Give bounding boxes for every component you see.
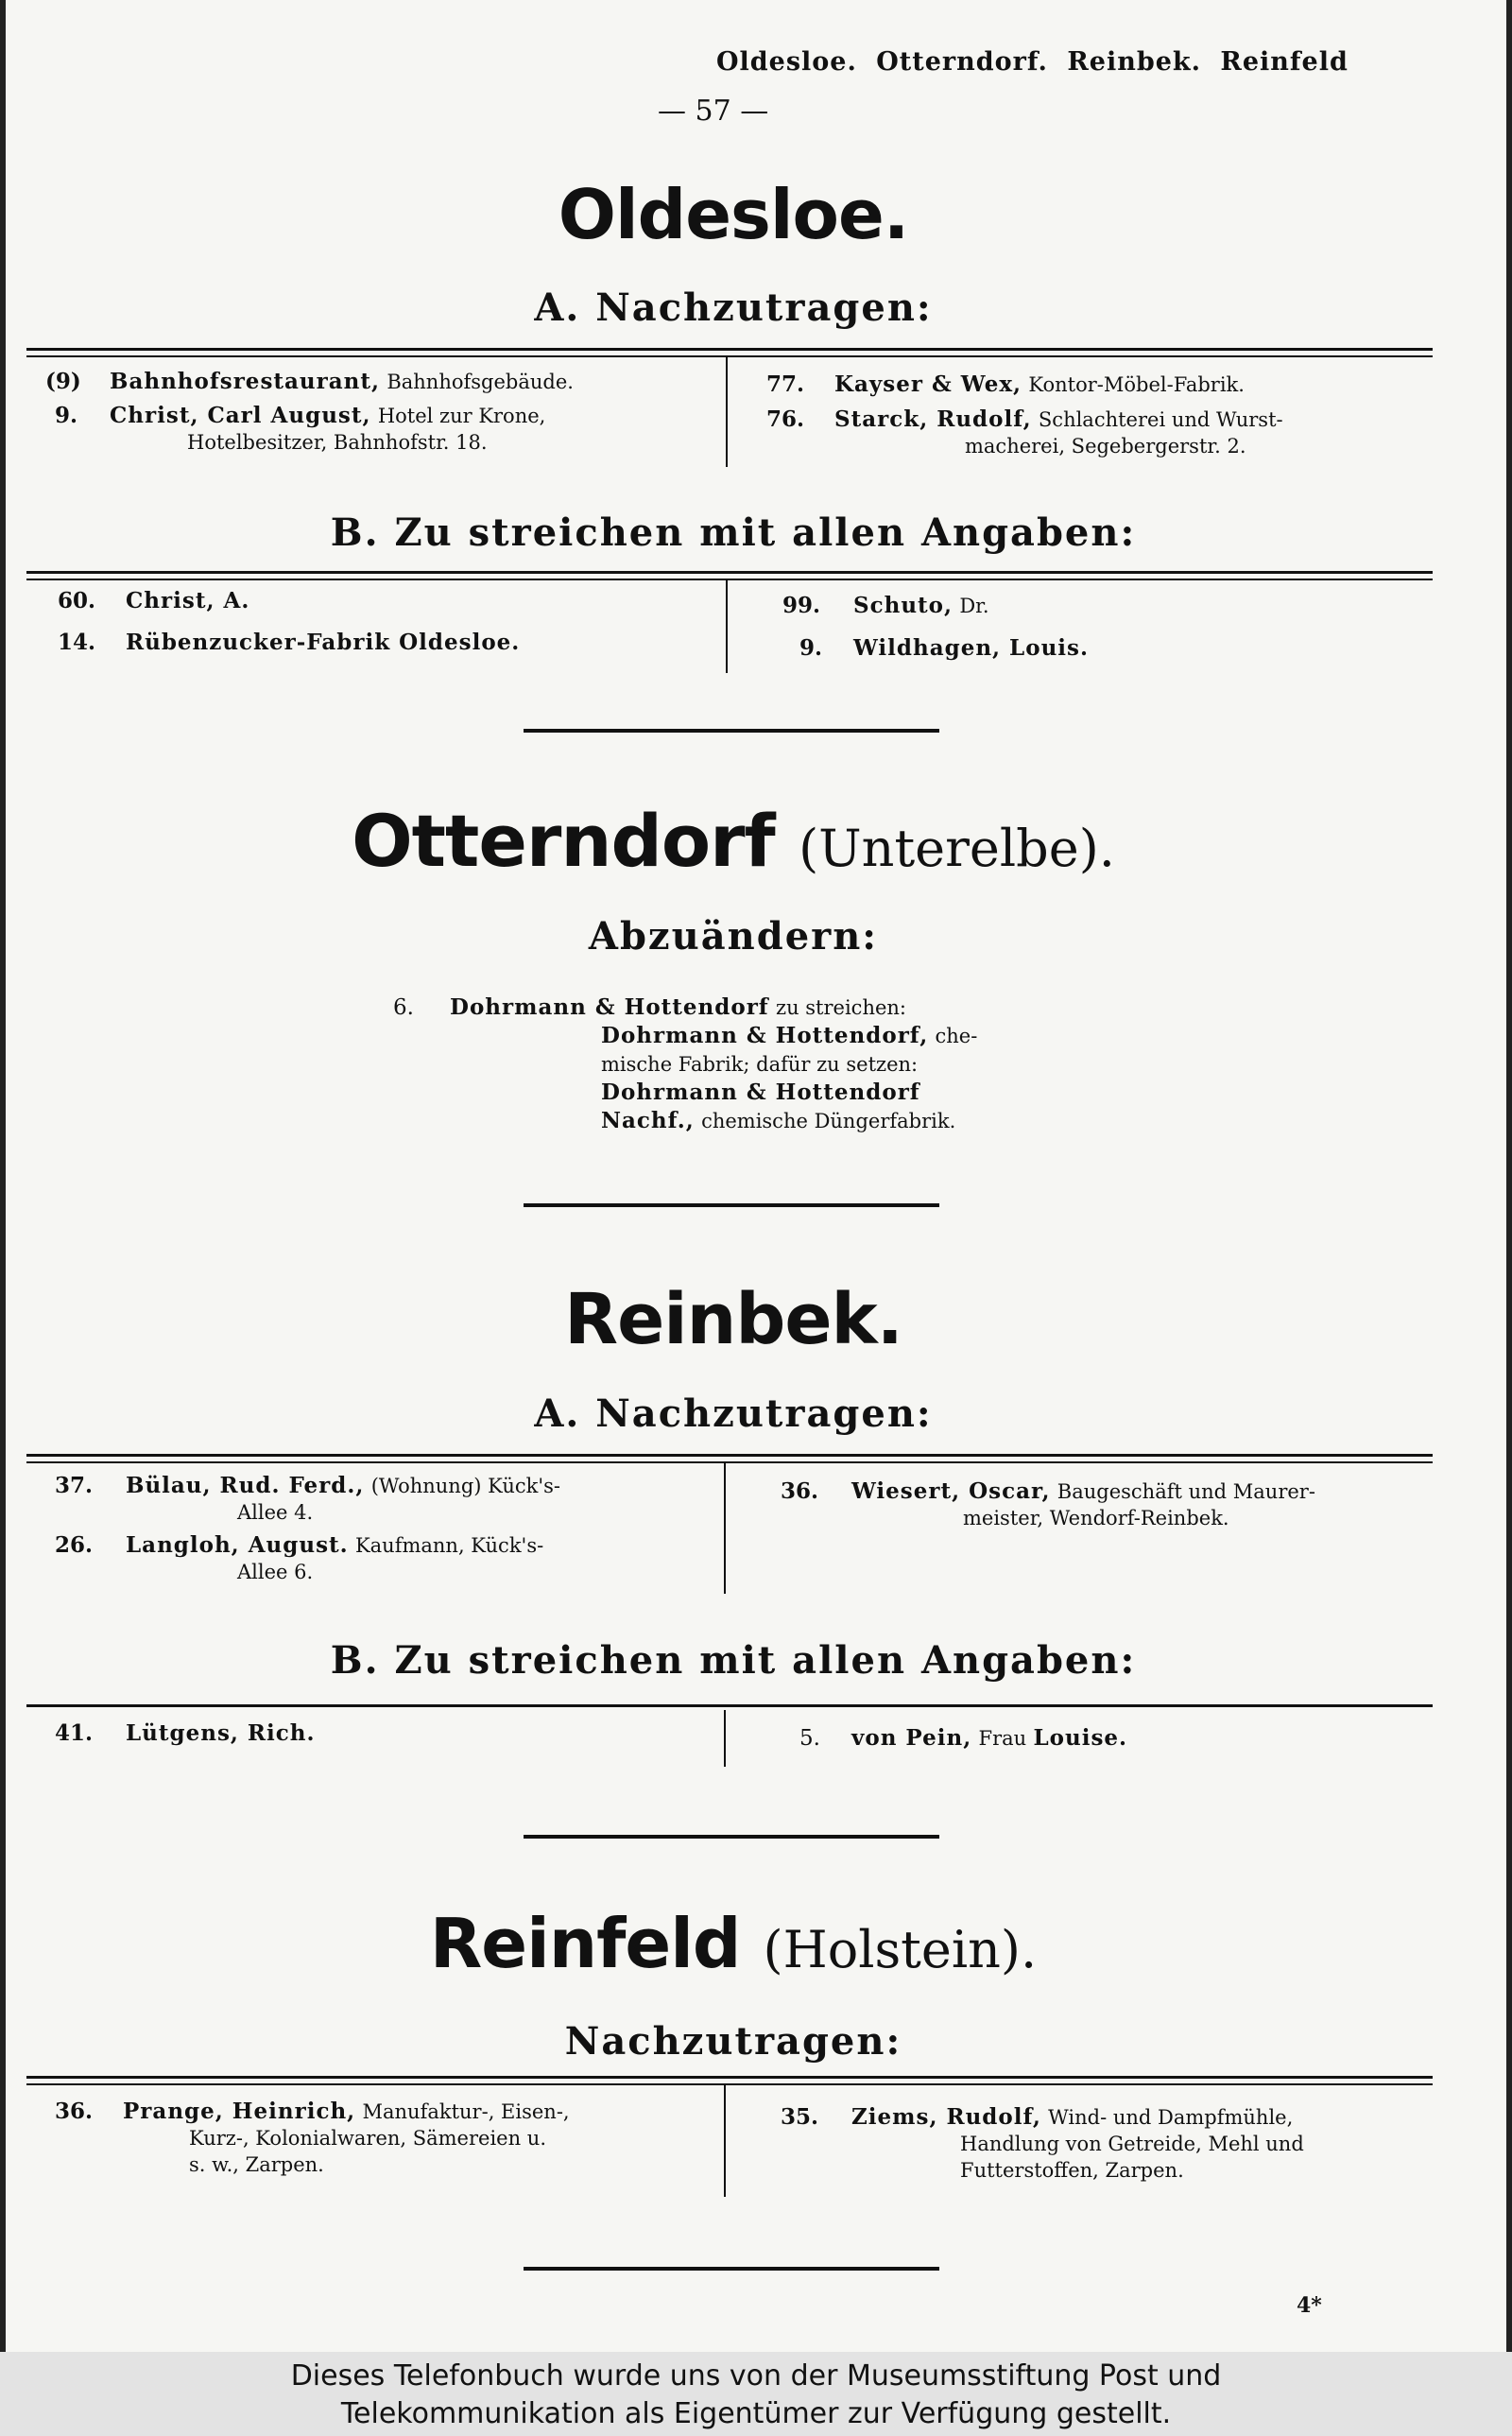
entry-details-cont: macherei, Segebergerstr. 2. <box>965 435 1246 458</box>
reinfeld-subtitle: (Holstein). <box>763 1920 1038 1979</box>
entry-name: Christ, A. <box>126 588 250 613</box>
entry-line-1 <box>450 993 1074 1022</box>
entry-number: 6. <box>393 995 414 1020</box>
oldesloe-b-rule <box>26 571 1433 574</box>
entry-details-cont-2: Futterstoffen, Zarpen. <box>960 2159 1184 2182</box>
oldesloe-a-heading: A. Nachzutragen: <box>534 285 933 330</box>
entry-number: 36. <box>55 2099 94 2124</box>
entry-line-4 <box>450 1079 1074 1107</box>
entry-number: 37. <box>55 1473 94 1498</box>
oldesloe-title: Oldesloe. <box>558 175 909 254</box>
entry-note: zu streichen: <box>776 996 906 1019</box>
oldesloe-b-column-divider <box>726 579 728 673</box>
entry-details-cont-1: Kurz-, Kolonialwaren, Sämereien u. <box>189 2127 546 2150</box>
section-separator <box>524 2267 939 2271</box>
entry-number: 26. <box>55 1532 94 1558</box>
reinbek-b-heading: B. Zu streichen mit allen Angaben: <box>330 1638 1137 1683</box>
entry-name: Wildhagen, Louis. <box>853 635 1089 661</box>
entry-details-cont-1: Handlung von Getreide, Mehl und <box>960 2133 1304 2155</box>
entry-note: che- <box>935 1025 978 1047</box>
entry-line-5 <box>450 1107 1074 1135</box>
oldesloe-a-rule <box>26 348 1433 351</box>
entry-name: Bülau, Rud. Ferd., <box>126 1473 365 1498</box>
entry-name: von Pein, <box>851 1725 972 1751</box>
entry-name: Nachf., <box>601 1108 695 1133</box>
entry-line-2 <box>450 1022 1074 1050</box>
reinbek-title: Reinbek. <box>564 1279 902 1360</box>
reinbek-b-rule <box>26 1704 1433 1707</box>
reinfeld-column-divider <box>724 2083 726 2197</box>
otterndorf-name: Otterndorf <box>352 799 775 883</box>
reinbek-a-heading: A. Nachzutragen: <box>534 1391 933 1436</box>
entry-name: Lütgens, Rich. <box>126 1720 316 1746</box>
reinfeld-rule <box>26 2076 1433 2079</box>
entry-number: 5. <box>799 1726 820 1751</box>
entry-details-cont: Allee 6. <box>237 1561 314 1583</box>
entry-details: Kaufmann, Kück's- <box>354 1534 544 1557</box>
entry-number: 41. <box>55 1720 94 1746</box>
footer-banner <box>0 2352 1512 2436</box>
running-head: Oldesloe. Otterndorf. Reinbek. Reinfeld <box>716 47 1349 77</box>
reinbek-a-rule <box>26 1454 1433 1457</box>
entry-name: Wiesert, Oscar, <box>851 1478 1051 1504</box>
entry-number: 14. <box>58 630 96 655</box>
oldesloe-b-heading: B. Zu streichen mit allen Angaben: <box>330 510 1137 555</box>
entry-details: Manufaktur-, Eisen-, <box>362 2100 570 2123</box>
entry-details: Frau <box>978 1727 1027 1750</box>
page-number: — 57 — <box>658 95 769 128</box>
entry-details-cont: Hotelbesitzer, Bahnhofstr. 18. <box>187 431 488 454</box>
entry-number: 99. <box>782 593 821 618</box>
entry-details: Dr. <box>959 595 989 617</box>
entry-details: Baugeschäft und Maurer- <box>1057 1480 1315 1503</box>
entry-details-cont-2: s. w., Zarpen. <box>189 2153 324 2176</box>
otterndorf-title <box>6 799 1461 883</box>
entry-name: Dohrmann & Hottendorf <box>450 994 769 1020</box>
oldesloe-a-column-divider <box>726 355 728 467</box>
entry-name: Langloh, August. <box>126 1532 349 1558</box>
entry-first-name: Louise. <box>1033 1725 1128 1751</box>
otterndorf-heading: Abzuändern: <box>588 914 879 959</box>
section-separator <box>524 729 939 733</box>
entry-details: Bahnhofsgebäude. <box>387 371 574 393</box>
entry-note: chemische Düngerfabrik. <box>701 1110 956 1132</box>
entry-name: Ziems, Rudolf, <box>851 2104 1041 2130</box>
entry-details: Kontor-Möbel-Fabrik. <box>1028 373 1245 396</box>
reinfeld-heading: Nachzutragen: <box>564 2019 902 2064</box>
entry-name: Starck, Rudolf, <box>834 406 1032 432</box>
reinfeld-title <box>6 1904 1461 1983</box>
entry-name: Prange, Heinrich, <box>123 2099 356 2124</box>
entry-number: 9. <box>55 403 78 428</box>
footer-line-2: Telekommunikation als Eigentümer zur Verfügung gestellt. <box>340 2397 1172 2430</box>
entry-details-cont: meister, Wendorf-Reinbek. <box>963 1507 1229 1529</box>
entry-details: Wind- und Dampfmühle, <box>1048 2106 1294 2129</box>
entry-details: Hotel zur Krone, <box>377 405 546 427</box>
entry-line-3 <box>450 1050 1074 1079</box>
entry-number: 36. <box>781 1478 819 1504</box>
otterndorf-subtitle: (Unterelbe). <box>799 819 1115 878</box>
entry-name: Rübenzucker-Fabrik Oldesloe. <box>126 630 521 655</box>
entry-name: Christ, Carl August, <box>110 403 371 428</box>
footer-line-1: Dieses Telefonbuch wurde uns von der Museumsstiftung Post und <box>290 2359 1222 2393</box>
entry-details: Schlachterei und Wurst- <box>1038 408 1283 431</box>
entry-name: Dohrmann & Hottendorf, <box>601 1023 929 1048</box>
reinbek-a-column-divider <box>724 1461 726 1594</box>
section-separator <box>524 1835 939 1839</box>
entry-number: 9. <box>799 635 823 661</box>
entry-name: Schuto, <box>853 593 954 618</box>
entry-name: Bahnhofsrestaurant, <box>110 369 381 394</box>
section-separator <box>524 1203 939 1207</box>
entry-details-cont: Allee 4. <box>237 1501 314 1524</box>
entry-number: 77. <box>766 371 805 397</box>
reinbek-b-column-divider <box>724 1710 726 1767</box>
reinfeld-name: Reinfeld <box>429 1904 741 1983</box>
entry-name: Dohrmann & Hottendorf <box>601 1080 920 1105</box>
entry-number: 35. <box>781 2104 819 2130</box>
entry-number: (9) <box>45 369 81 394</box>
entry-number: 60. <box>58 588 96 613</box>
entry-name: Kayser & Wex, <box>834 371 1022 397</box>
entry-number: 76. <box>766 406 805 432</box>
entry-note: mische Fabrik; dafür zu setzen: <box>601 1053 919 1076</box>
signature-mark: 4* <box>1297 2293 1322 2318</box>
entry-details: (Wohnung) Kück's- <box>370 1475 561 1497</box>
